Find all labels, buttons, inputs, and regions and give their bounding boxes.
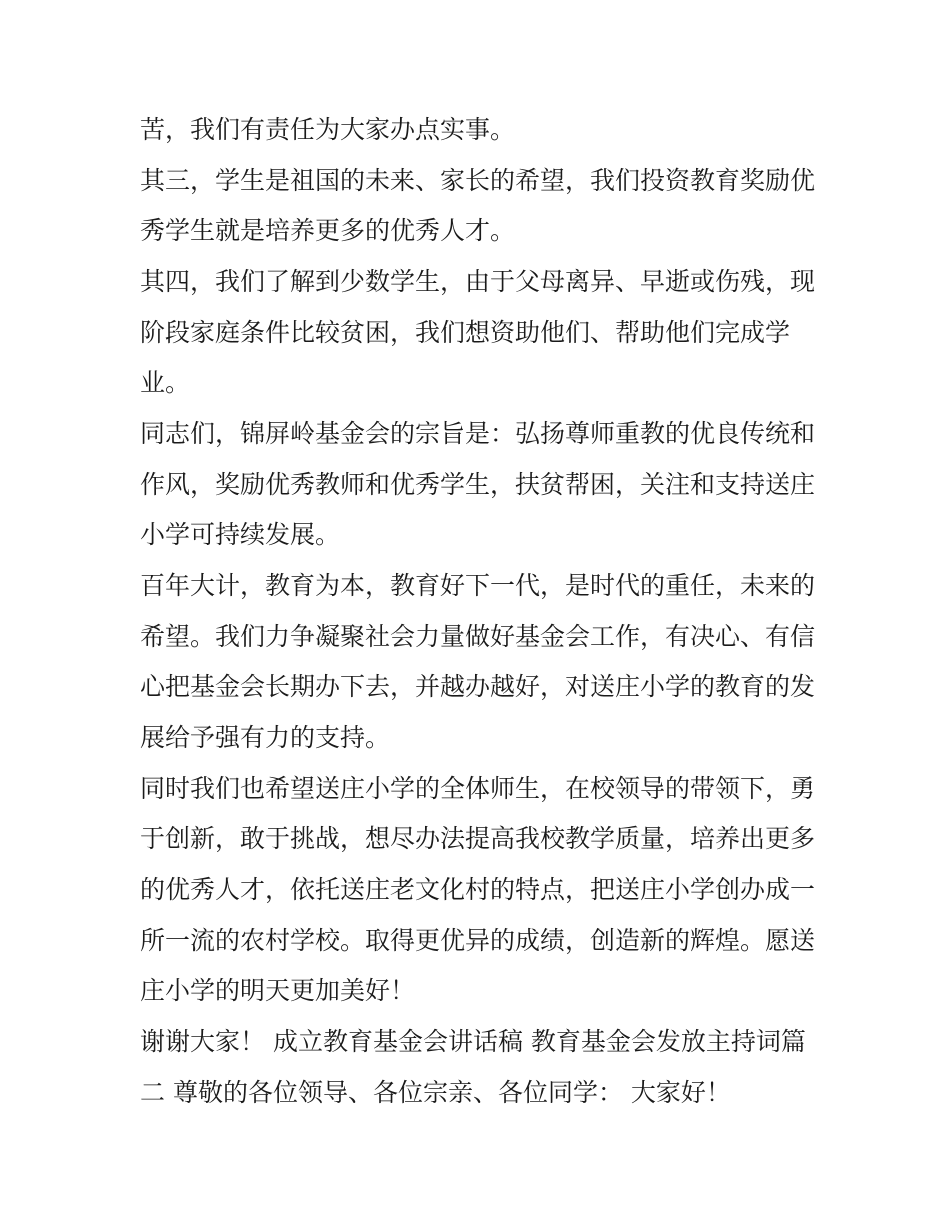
text-line-8: 作风，奖励优秀教师和优秀学生，扶贫帮困，关注和支持送庄 [140,470,816,499]
text-line-10: 百年大计，教育为本，教育好下一代，是时代的重任，未来的 [140,571,816,600]
text-line-4: 其四，我们了解到少数学生，由于父母离异、早逝或伤残，现 [140,267,816,296]
text-line-15: 于创新，敢于挑战，想尽办法提高我校教学质量，培养出更多 [140,824,816,853]
text-line-7: 同志们，锦屏岭基金会的宗旨是：弘扬尊师重教的优良传统和 [140,419,816,448]
text-line-6: 业。 [140,368,191,397]
text-line-17: 所一流的农村学校。取得更优异的成绩，创造新的辉煌。愿送 [140,926,816,955]
text-line-11: 希望。我们力争凝聚社会力量做好基金会工作，有决心、有信 [140,622,816,651]
text-line-12: 心把基金会长期办下去，并越办越好，对送庄小学的教育的发 [140,672,816,701]
text-line-9: 小学可持续发展。 [140,520,341,549]
text-line-16: 的优秀人才，依托送庄老文化村的特点，把送庄小学创办成一 [140,875,816,904]
text-line-3: 秀学生就是培养更多的优秀人才。 [140,216,516,245]
text-line-2: 其三，学生是祖国的未来、家长的希望，我们投资教育奖励优 [140,166,816,195]
text-line-1: 苦，我们有责任为大家办点实事。 [140,115,516,144]
text-line-20: 二 尊敬的各位领导、各位宗亲、各位同学： 大家好！ [140,1078,731,1107]
text-line-19: 谢谢大家！ 成立教育基金会讲话稿 教育基金会发放主持词篇 [140,1027,806,1056]
text-line-5: 阶段家庭条件比较贫困，我们想资助他们、帮助他们完成学 [140,318,791,347]
text-line-18: 庄小学的明天更加美好！ [140,976,416,1005]
text-line-13: 展给予强有力的支持。 [140,723,391,752]
text-line-14: 同时我们也希望送庄小学的全体师生，在校领导的带领下，勇 [140,774,816,803]
